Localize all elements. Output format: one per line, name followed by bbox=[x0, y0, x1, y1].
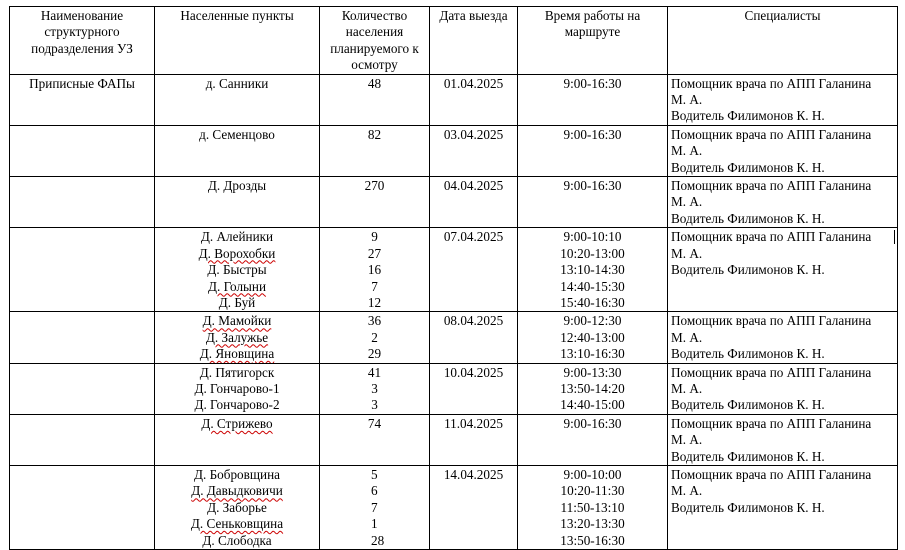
work-time: 13:10-16:30 bbox=[560, 346, 625, 362]
date-cell: 04.04.2025 bbox=[430, 177, 518, 228]
population-cell bbox=[320, 228, 430, 312]
settlements-cell bbox=[155, 363, 320, 414]
date-cell: 10.04.2025 bbox=[430, 363, 518, 414]
work-time: 14:40-15:30 bbox=[560, 278, 625, 294]
hours-cell bbox=[518, 228, 668, 312]
specialist-assistant-initials: М. А. bbox=[671, 329, 703, 345]
population-count: 12 bbox=[367, 294, 382, 310]
population-count: 48 bbox=[367, 75, 382, 91]
work-time: 13:50-16:30 bbox=[560, 532, 625, 548]
hours-cell bbox=[518, 414, 668, 465]
header-population: Количество населения планируемого к осмотру bbox=[320, 7, 430, 75]
table-row bbox=[10, 465, 898, 549]
specialist-driver: Водитель Филимонов К. Н. bbox=[671, 499, 825, 515]
settlement-name: Д. Давыдковичи bbox=[191, 483, 283, 499]
unit-cell bbox=[10, 312, 155, 363]
work-time: 9:00-10:00 bbox=[563, 466, 622, 482]
specialist-assistant-initials: М. А. bbox=[671, 194, 703, 210]
header-unit: Наименование структурного подразделения УЗ bbox=[10, 7, 155, 75]
date-cell: 08.04.2025 bbox=[430, 312, 518, 363]
settlement-name: Д. Сеньковщина bbox=[190, 516, 284, 532]
specialist-driver: Водитель Филимонов К. Н. bbox=[671, 397, 825, 413]
population-count: 16 bbox=[367, 262, 382, 278]
population-count: 3 bbox=[371, 397, 378, 413]
specialist-driver: Водитель Филимонов К. Н. bbox=[671, 346, 825, 362]
specialists-cell bbox=[668, 414, 898, 465]
work-time: 9:00-12:30 bbox=[563, 313, 622, 329]
header-date: Дата выезда bbox=[430, 7, 518, 75]
population-cell bbox=[320, 312, 430, 363]
unit-cell bbox=[10, 414, 155, 465]
settlement-name: Д. Ворохобки bbox=[198, 245, 276, 261]
settlement-name: Д. Дрозды bbox=[207, 178, 267, 194]
specialist-assistant: Помощник врача по АПП Галанина bbox=[671, 415, 872, 431]
work-time: 13:50-14:20 bbox=[560, 380, 625, 396]
settlement-name: д. Санники bbox=[205, 75, 269, 91]
specialist-assistant: Помощник врача по АПП Галанина bbox=[671, 75, 872, 91]
table-row bbox=[10, 312, 898, 363]
hours-cell bbox=[518, 312, 668, 363]
table-row bbox=[10, 228, 898, 312]
table-row bbox=[10, 125, 898, 176]
population-count: 74 bbox=[367, 415, 382, 431]
population-count: 7 bbox=[371, 278, 378, 294]
settlements-cell bbox=[155, 177, 320, 228]
date-cell: 03.04.2025 bbox=[430, 125, 518, 176]
table-row bbox=[10, 414, 898, 465]
specialist-driver: Водитель Филимонов К. Н. bbox=[671, 108, 825, 124]
work-time: 9:00-13:30 bbox=[563, 364, 622, 380]
specialist-assistant-initials: М. А. bbox=[671, 380, 703, 396]
specialist-driver: Водитель Филимонов К. Н. bbox=[671, 262, 825, 278]
hours-cell bbox=[518, 74, 668, 125]
header-hours: Время работы на маршруте bbox=[518, 7, 668, 75]
specialist-assistant-initials: М. А. bbox=[671, 92, 703, 108]
specialists-cell bbox=[668, 363, 898, 414]
work-time: 10:20-13:00 bbox=[560, 245, 625, 261]
settlement-name: Д. Голыни bbox=[207, 278, 267, 294]
population-count: 3 bbox=[371, 380, 378, 396]
population-count: 1 bbox=[371, 516, 378, 532]
specialist-assistant: Помощник врача по АПП Галанина bbox=[671, 126, 872, 142]
settlement-name: Д. Стрижево bbox=[201, 415, 273, 431]
population-count: 2 bbox=[371, 329, 378, 345]
date-cell: 07.04.2025 bbox=[430, 228, 518, 312]
hours-cell bbox=[518, 363, 668, 414]
work-time: 13:20-13:30 bbox=[560, 516, 625, 532]
unit-cell bbox=[10, 228, 155, 312]
specialists-cell bbox=[668, 177, 898, 228]
population-cell bbox=[320, 177, 430, 228]
settlement-name: Д. Пятигорск bbox=[199, 364, 275, 380]
unit-cell bbox=[10, 125, 155, 176]
unit-cell bbox=[10, 177, 155, 228]
settlement-name: Д. Бобровщина bbox=[193, 466, 280, 482]
specialist-assistant: Помощник врача по АПП Галанина bbox=[671, 364, 872, 380]
work-time: 12:40-13:00 bbox=[560, 329, 625, 345]
work-time: 9:00-16:30 bbox=[563, 178, 622, 194]
work-time: 13:10-14:30 bbox=[560, 262, 625, 278]
settlements-cell bbox=[155, 125, 320, 176]
header-specialists: Специалисты bbox=[668, 7, 898, 75]
settlement-name: д. Семенцово bbox=[199, 126, 275, 142]
population-count: 36 bbox=[367, 313, 382, 329]
table-header-row bbox=[10, 7, 898, 75]
hours-cell bbox=[518, 125, 668, 176]
population-cell bbox=[320, 74, 430, 125]
specialists-cell bbox=[668, 465, 898, 549]
population-cell bbox=[320, 465, 430, 549]
settlement-name: Д. Яновщина bbox=[199, 346, 275, 362]
date-cell: 01.04.2025 bbox=[430, 74, 518, 125]
settlement-name: Д. Буй bbox=[218, 294, 256, 310]
header-settlements: Населенные пункты bbox=[155, 7, 320, 75]
unit-cell: Приписные ФАПы bbox=[10, 74, 155, 125]
work-time: 10:20-11:30 bbox=[560, 483, 625, 499]
unit-cell bbox=[10, 465, 155, 549]
settlement-name: Д. Алейники bbox=[200, 229, 274, 245]
settlement-name: Д. Быстры bbox=[207, 262, 267, 278]
specialist-assistant: Помощник врача по АПП Галанина bbox=[671, 313, 872, 329]
settlements-cell bbox=[155, 228, 320, 312]
specialists-cell bbox=[668, 312, 898, 363]
settlements-cell bbox=[155, 74, 320, 125]
settlement-name: Д. Заборье bbox=[207, 499, 267, 515]
population-count: 270 bbox=[364, 178, 385, 194]
specialist-assistant: Помощник врача по АПП Галанина bbox=[671, 466, 872, 482]
population-count: 27 bbox=[367, 245, 382, 261]
population-count: 29 bbox=[367, 346, 382, 362]
settlements-cell bbox=[155, 465, 320, 549]
hours-cell bbox=[518, 177, 668, 228]
population-count: 7 bbox=[371, 499, 378, 515]
population-count: 6 bbox=[371, 483, 378, 499]
work-time: 15:40-16:30 bbox=[560, 294, 625, 310]
table-row bbox=[10, 74, 898, 125]
table-row bbox=[10, 363, 898, 414]
specialist-assistant: Помощник врача по АПП Галанина bbox=[671, 229, 872, 245]
population-count: 9 bbox=[371, 229, 378, 245]
settlement-name: Д. Гончарово-2 bbox=[194, 397, 280, 413]
schedule-table bbox=[9, 6, 898, 550]
specialists-cell bbox=[668, 74, 898, 125]
specialists-cell bbox=[668, 125, 898, 176]
work-time: 9:00-16:30 bbox=[563, 126, 622, 142]
work-time: 9:00-10:10 bbox=[563, 229, 622, 245]
population-cell bbox=[320, 414, 430, 465]
settlements-cell bbox=[155, 312, 320, 363]
specialist-driver: Водитель Филимонов К. Н. bbox=[671, 448, 825, 464]
work-time: 14:40-15:00 bbox=[560, 397, 625, 413]
specialist-driver: Водитель Филимонов К. Н. bbox=[671, 159, 825, 175]
settlement-name: Д. Гончарово-1 bbox=[194, 380, 280, 396]
specialist-assistant-initials: М. А. bbox=[671, 483, 703, 499]
specialists-cell bbox=[668, 228, 898, 312]
date-cell: 14.04.2025 bbox=[430, 465, 518, 549]
specialist-driver: Водитель Филимонов К. Н. bbox=[671, 210, 825, 226]
table-row bbox=[10, 177, 898, 228]
population-count: 41 bbox=[367, 364, 382, 380]
specialist-assistant-initials: М. А. bbox=[671, 432, 703, 448]
work-time: 9:00-16:30 bbox=[563, 415, 622, 431]
settlement-name: Д. Слободка bbox=[202, 532, 272, 548]
population-count: 5 bbox=[371, 466, 378, 482]
work-time: 11:50-13:10 bbox=[560, 499, 625, 515]
hours-cell bbox=[518, 465, 668, 549]
settlements-cell bbox=[155, 414, 320, 465]
settlement-name: Д. Мамойки bbox=[202, 313, 272, 329]
text-cursor bbox=[894, 230, 895, 244]
date-cell: 11.04.2025 bbox=[430, 414, 518, 465]
specialist-assistant: Помощник врача по АПП Галанина bbox=[671, 178, 872, 194]
unit-cell bbox=[10, 363, 155, 414]
population-cell bbox=[320, 363, 430, 414]
settlement-name: Д. Залужье bbox=[205, 329, 269, 345]
population-count: 82 bbox=[367, 126, 382, 142]
population-count: 28 bbox=[371, 532, 385, 548]
specialist-assistant-initials: М. А. bbox=[671, 245, 703, 261]
population-cell bbox=[320, 125, 430, 176]
specialist-assistant-initials: М. А. bbox=[671, 143, 703, 159]
work-time: 9:00-16:30 bbox=[563, 75, 622, 91]
